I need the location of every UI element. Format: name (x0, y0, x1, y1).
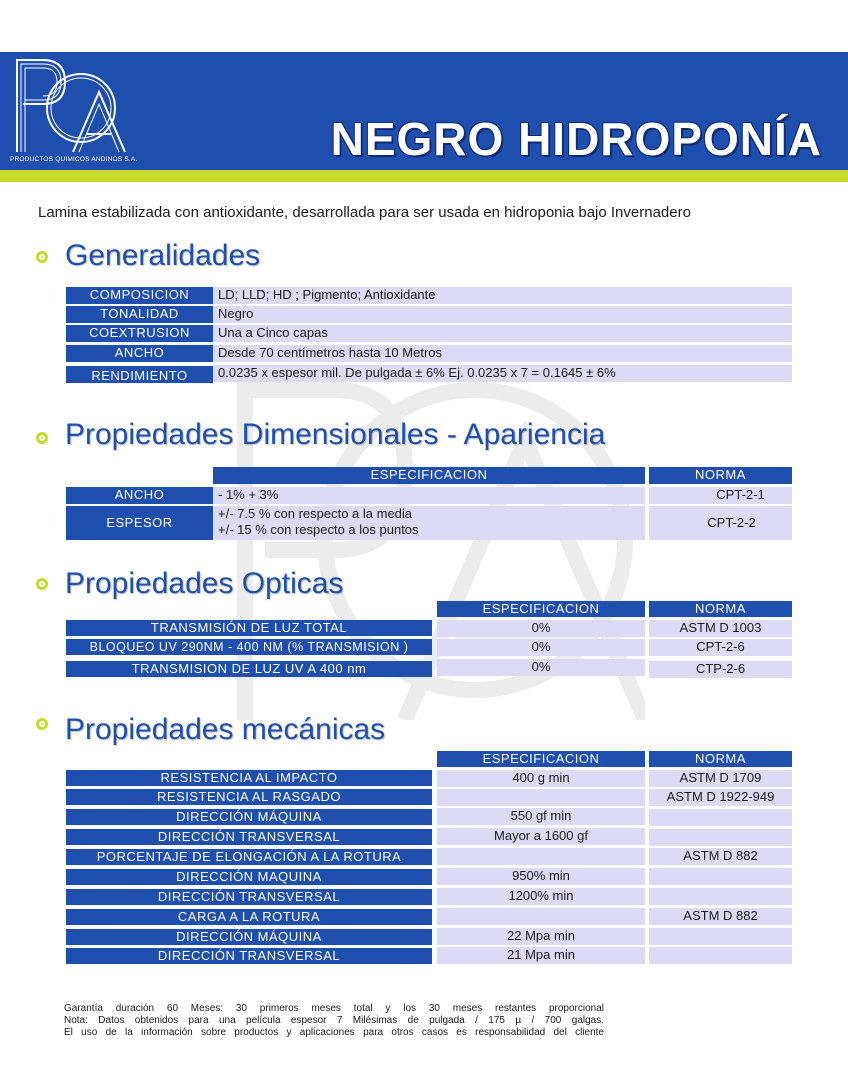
table-row-spec: 0% (437, 659, 645, 676)
table-row-norma: ASTM D 882 (649, 848, 792, 865)
table-row-label: COMPOSICION (66, 287, 213, 304)
pqa-logo-icon (3, 52, 163, 168)
column-header-norma: NORMA (649, 467, 792, 484)
footer-line: Garantía duración 60 Meses: 30 primeros meses total y los 30 meses restantes proporcional (64, 1003, 604, 1014)
table-row-label: ANCHO (66, 487, 213, 504)
section-title-opticas: Propiedades Opticas (65, 567, 344, 600)
column-header-norma: NORMA (649, 601, 792, 617)
section-bullet-icon (36, 251, 48, 263)
table-row-label: TRANSMISION DE LUZ UV A 400 nm (66, 661, 432, 677)
section-bullet-icon (36, 718, 48, 730)
table-row-norma (649, 947, 792, 964)
column-header-spec: ESPECIFICACION (437, 601, 645, 617)
table-row-norma (649, 487, 792, 504)
table-row-spec: 0% (437, 620, 645, 637)
spec-line: +/- 15 % con respecto a los puntos (218, 522, 419, 537)
company-logo (3, 52, 163, 168)
table-row-label: BLOQUEO UV 290NM - 400 NM (% TRANSMISION ) (66, 639, 432, 655)
table-row-norma: ASTM D 1922-949 (649, 789, 792, 806)
table-row-norma (649, 928, 792, 945)
column-header-norma: NORMA (649, 751, 792, 767)
table-row-label: DIRECCIÓN TRANSVERSAL (66, 889, 432, 905)
section-bullet-icon (36, 578, 48, 590)
footer-line: Nota: Datos obtenidos para una película espesor 7 Milésimas de pulgada / 175 µ / 700 galgas. (64, 1015, 604, 1026)
footer-line: El uso de la información sobre productos y aplicaciones para otros casos es responsabilidad del cliente (64, 1027, 604, 1038)
table-row-value: LD; LLD; HD ; Pigmento; Antioxidante (213, 287, 792, 304)
table-row-spec: - 1% + 3% (213, 487, 645, 504)
table-row-norma (649, 829, 792, 846)
spec-line: +/- 7.5 % con respecto a la media (218, 506, 413, 521)
table-row-value: 0.0235 x espesor mil. De pulgada ± 6% Ej. 0.0235 x 7 = 0.1645 ± 6% (213, 365, 792, 382)
table-row-spec: 22 Mpa min (437, 928, 645, 945)
table-row-spec: Mayor a 1600 gf (437, 828, 645, 845)
table-row-value: Negro (213, 306, 792, 323)
table-row-label: RESISTENCIA AL IMPACTO (66, 770, 432, 786)
table-row-label: DIRECCIÓN TRANSVERSAL (66, 829, 432, 845)
product-description: Lamina estabilizada con antioxidante, desarrollada para ser usada en hidroponia bajo Invernadero (38, 204, 691, 221)
page-title: NEGRO HIDROPONÍA (330, 113, 822, 165)
table-row-norma: ASTM D 882 (649, 908, 792, 925)
header-accent-stripe (0, 170, 848, 182)
section-bullet-icon (36, 432, 48, 444)
table-row-label: RESISTENCIA AL RASGADO (66, 789, 432, 805)
section-title-mecanicas: Propiedades mecánicas (65, 713, 386, 746)
table-row-spec (437, 789, 645, 806)
table-row-label: CARGA A LA ROTURA (66, 909, 432, 925)
table-row-norma: CPT-2-6 (649, 639, 792, 656)
table-row-spec: 21 Mpa min (437, 947, 645, 964)
table-row-label: TRANSMISIÓN DE LUZ TOTAL (66, 620, 432, 636)
table-row-spec: 950% min (437, 868, 645, 885)
table-row-spec: 0% (437, 639, 645, 656)
table-row-label: DIRECCIÓN MAQUINA (66, 869, 432, 885)
table-row-norma (649, 506, 792, 540)
table-row-spec: 1200% min (437, 888, 645, 905)
footer-notes (64, 1003, 604, 1039)
table-row-norma (649, 868, 792, 885)
column-header-spec: ESPECIFICACION (437, 751, 645, 767)
table-row-label: DIRECCIÓN MÁQUINA (66, 929, 432, 945)
table-row-norma (649, 888, 792, 905)
table-row-spec (213, 506, 645, 540)
table-row-value: Una a Cinco capas (213, 325, 792, 342)
table-row-value: Desde 70 centímetros hasta 10 Metros (213, 345, 792, 362)
norma-value: CPT-2-1 (716, 487, 765, 502)
section-title-generalidades: Generalidades (65, 239, 261, 272)
table-row-label: COEXTRUSION (66, 325, 213, 342)
table-row-label: ESPESOR (66, 506, 213, 540)
table-row-norma: CTP-2-6 (649, 661, 792, 678)
table-row-label: DIRECCIÓN MÁQUINA (66, 809, 432, 825)
table-row-label: ANCHO (66, 345, 213, 362)
table-row-label: TONALIDAD (66, 306, 213, 323)
norma-value: CPT-2-2 (707, 515, 756, 530)
section-title-dimensionales: Propiedades Dimensionales - Apariencia (65, 418, 606, 451)
table-row-spec (437, 848, 645, 865)
logo-caption: PRODUCTOS QUIMICOS ANDINOS S.A. (10, 156, 138, 163)
column-header-spec: ESPECIFICACION (213, 467, 645, 484)
table-row-spec: 550 gf min (437, 808, 645, 825)
table-row-norma: ASTM D 1003 (649, 620, 792, 637)
table-row-spec: 400 g min (437, 770, 645, 787)
table-row-norma (649, 809, 792, 826)
table-row-norma: ASTM D 1709 (649, 770, 792, 787)
table-row-label: PORCENTAJE DE ELONGACIÓN A LA ROTURA (66, 849, 432, 865)
table-row-spec (437, 908, 645, 925)
table-row-label: RENDIMIENTO (66, 366, 213, 383)
table-row-label: DIRECCIÓN TRANSVERSAL (66, 948, 432, 964)
